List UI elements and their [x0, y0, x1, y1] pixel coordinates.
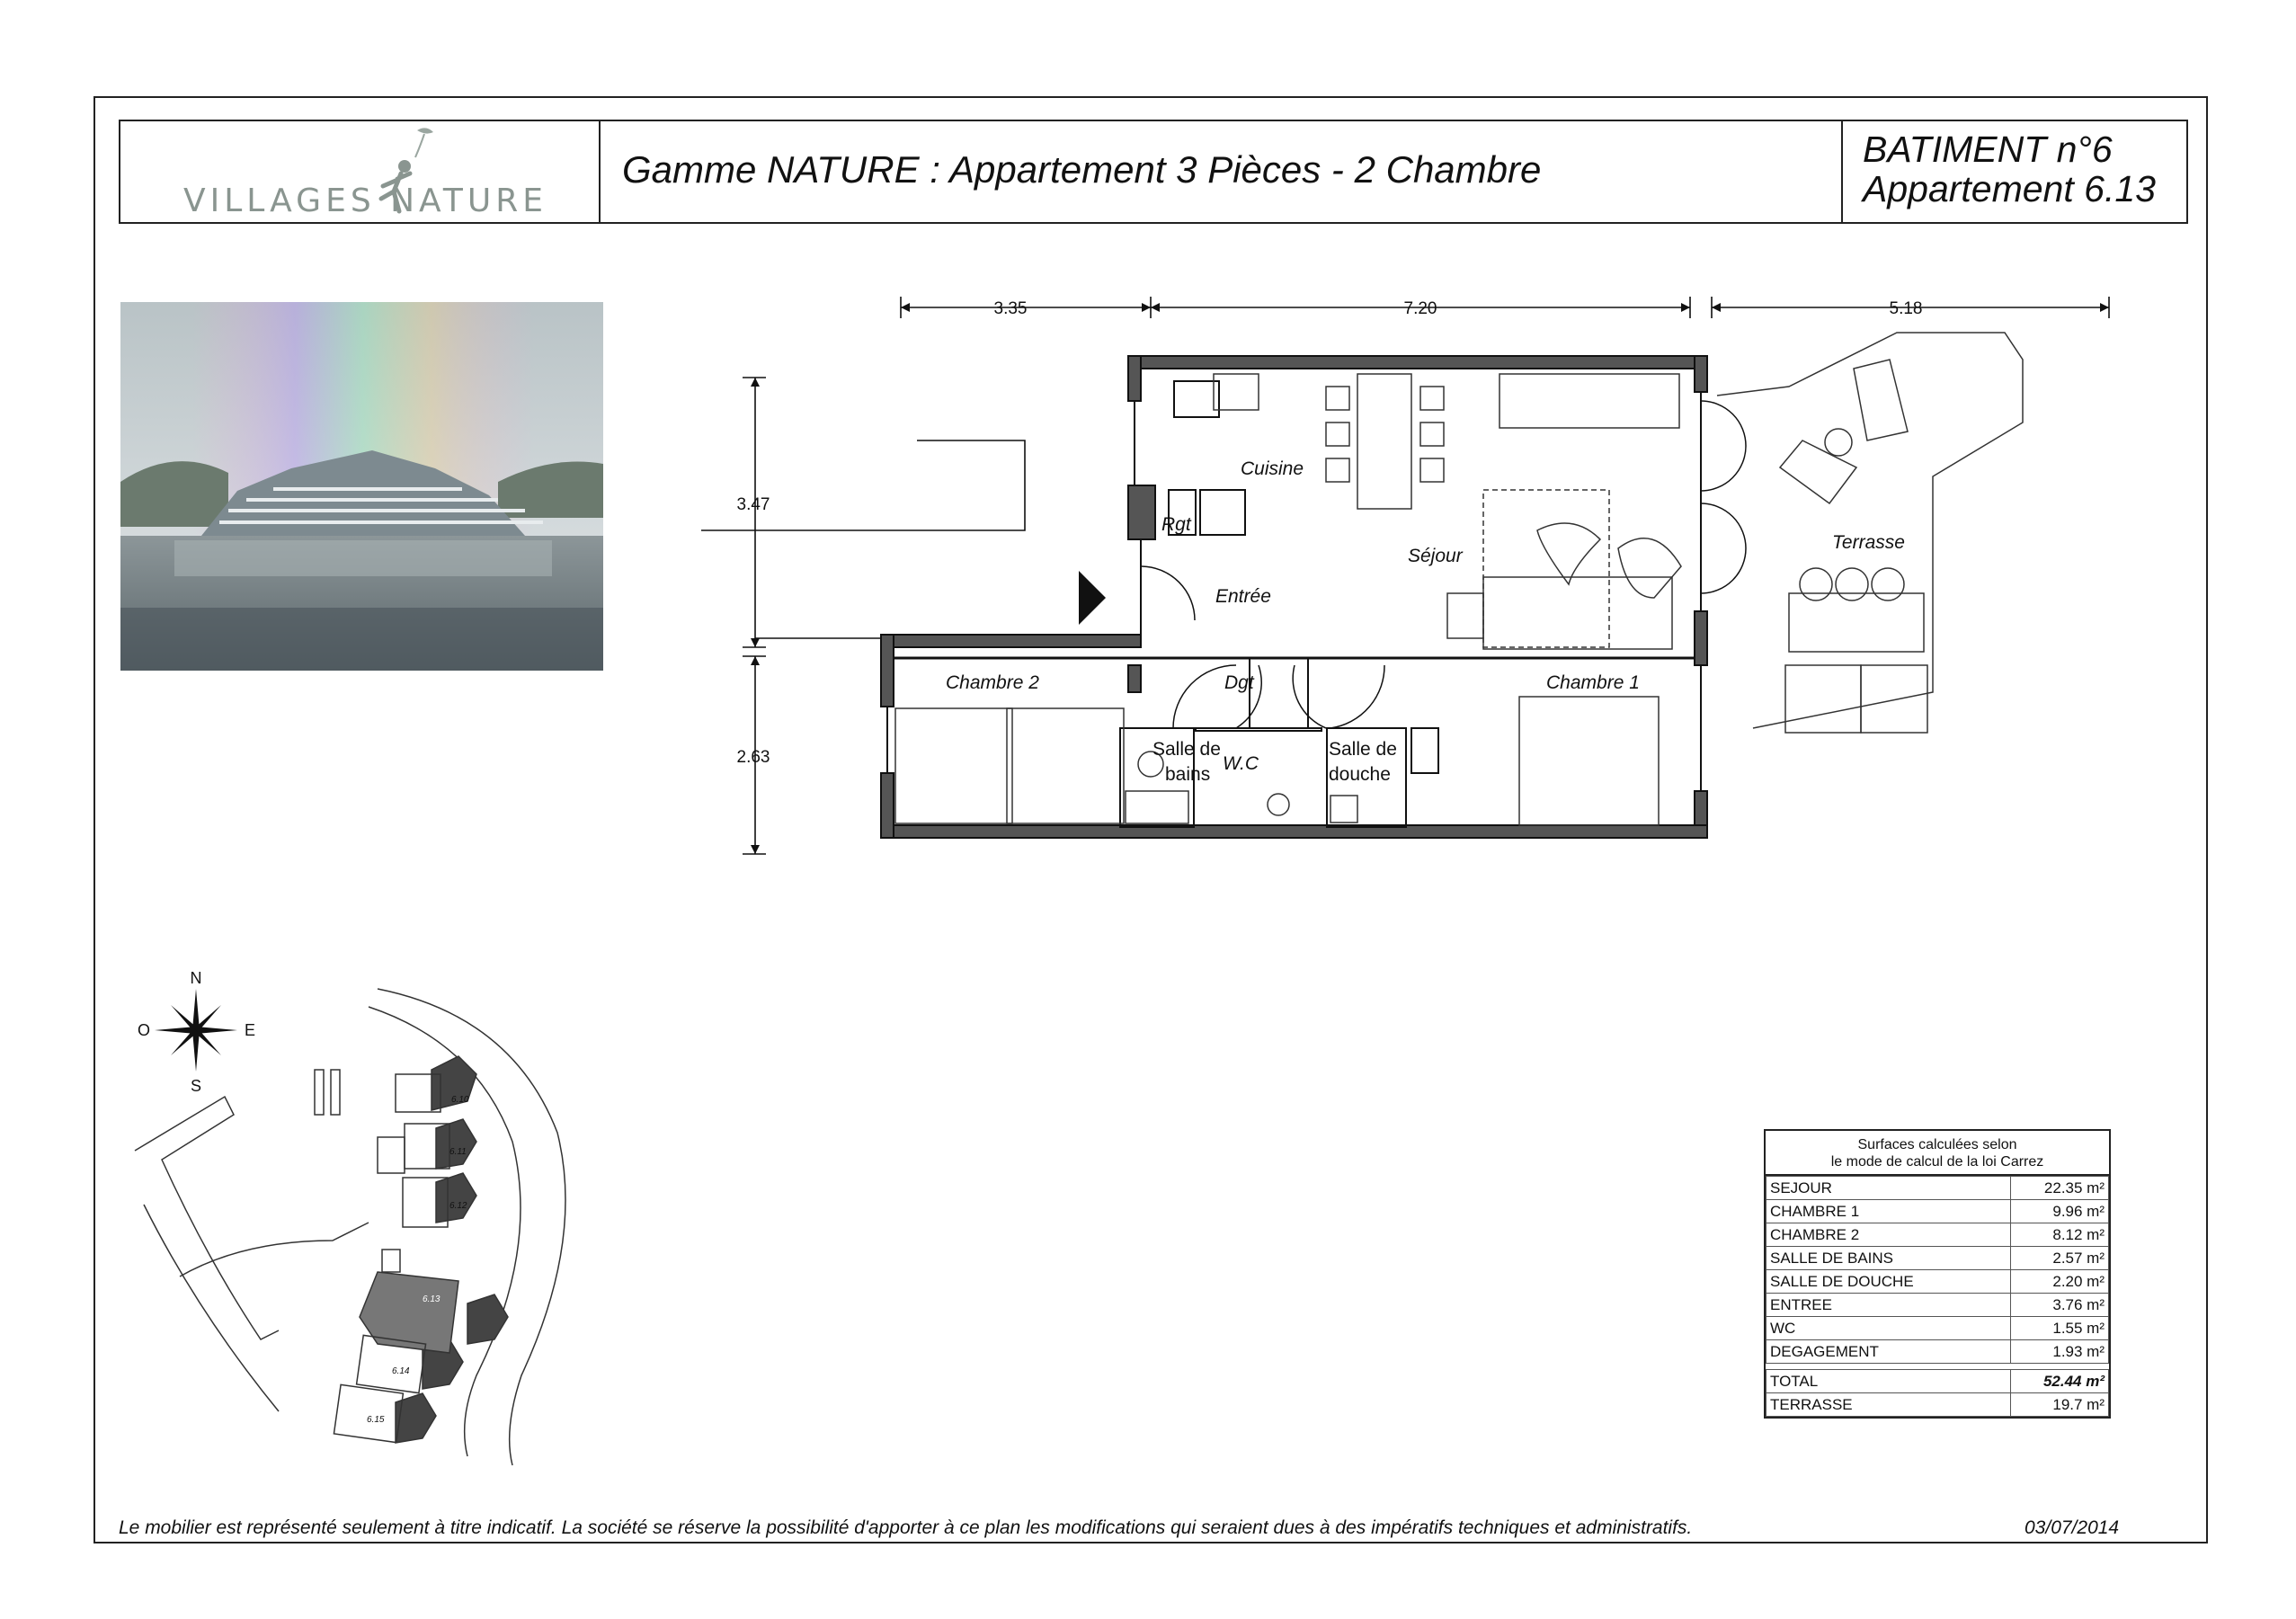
- site-unit-label: 6.15: [367, 1415, 385, 1425]
- terrasse-row: [1766, 1393, 2109, 1417]
- room-label-salle-de-bains: Salle de: [1152, 739, 1221, 760]
- site-unit-label: 6.11: [449, 1147, 467, 1157]
- dimension-label: 2.63: [736, 748, 770, 767]
- row-value: 2.57 m²: [2011, 1247, 2109, 1270]
- row-label: SALLE DE DOUCHE: [1766, 1270, 2011, 1294]
- disclaimer-note: Le mobilier est représenté seulement à titre indicatif. La société se réserve la possibilité d'apporter à ce plan les modifications qui seraient dues à des impératifs techniques et administratifs.: [119, 1517, 1693, 1538]
- table-row: [1766, 1294, 2109, 1317]
- room-label-dgt: Dgt: [1224, 672, 1254, 693]
- room-label-rgt: Rgt: [1161, 514, 1191, 535]
- row-label: ENTREE: [1766, 1294, 2011, 1317]
- room-label-chambre2: Chambre 2: [946, 672, 1039, 693]
- area-table: [1764, 1129, 2111, 1419]
- row-value: 3.76 m²: [2011, 1294, 2109, 1317]
- table-row: [1766, 1317, 2109, 1340]
- title-block: [119, 120, 2188, 224]
- row-value: 22.35 m²: [2011, 1177, 2109, 1200]
- site-unit-label: 6.14: [392, 1366, 410, 1376]
- header-divider: [599, 121, 601, 222]
- row-value: 8.12 m²: [2011, 1223, 2109, 1247]
- room-label-entree: Entrée: [1215, 586, 1271, 607]
- area-table-caption: [1766, 1131, 2109, 1176]
- row-value: 9.96 m²: [2011, 1200, 2109, 1223]
- table-row: [1766, 1340, 2109, 1364]
- apartment-label: Appartement 6.13: [1863, 168, 2156, 209]
- room-label-chambre1: Chambre 1: [1546, 672, 1640, 693]
- caption-line: le mode de calcul de la loi Carrez: [1830, 1154, 2044, 1170]
- total-row: [1766, 1370, 2109, 1393]
- room-label-salle-de-douche: Salle de: [1329, 739, 1397, 760]
- room-label-sejour: Séjour: [1408, 546, 1463, 566]
- compass-e: E: [244, 1021, 256, 1039]
- floor-plan: [701, 288, 2158, 899]
- room-label-wc: W.C: [1223, 753, 1259, 774]
- row-label: SEJOUR: [1766, 1177, 2011, 1200]
- compass-o: O: [137, 1021, 151, 1039]
- row-value: 1.55 m²: [2011, 1317, 2109, 1340]
- row-value: 2.20 m²: [2011, 1270, 2109, 1294]
- terrasse-label: TERRASSE: [1766, 1393, 2011, 1417]
- dimension-label: 3.47: [736, 495, 770, 514]
- row-label: DEGAGEMENT: [1766, 1340, 2011, 1364]
- table-row: [1766, 1270, 2109, 1294]
- room-label-salle-de-douche: douche: [1329, 764, 1391, 785]
- site-plan: [126, 980, 611, 1483]
- page-title: Gamme NATURE : Appartement 3 Pièces - 2 Chambre: [622, 148, 1542, 191]
- compass-n: N: [190, 969, 202, 987]
- row-label: WC: [1766, 1317, 2011, 1340]
- site-unit-label: 6.13: [423, 1294, 441, 1304]
- row-value: 1.93 m²: [2011, 1340, 2109, 1364]
- room-label-terrasse: Terrasse: [1832, 532, 1905, 553]
- logo-text: VILLAGES NATURE: [183, 182, 547, 219]
- compass-s: S: [190, 1077, 202, 1095]
- table-row: [1766, 1223, 2109, 1247]
- room-label-salle-de-bains: bains: [1165, 764, 1211, 785]
- dimension-label: 7.20: [1403, 299, 1437, 318]
- header-divider: [1841, 121, 1843, 222]
- dimension-label: 5.18: [1889, 299, 1923, 318]
- row-label: CHAMBRE 2: [1766, 1223, 2011, 1247]
- building-rendering-image: [120, 302, 603, 671]
- table-row: [1766, 1247, 2109, 1270]
- total-value: 52.44 m²: [2011, 1370, 2109, 1393]
- caption-line: Surfaces calculées selon: [1857, 1137, 2017, 1152]
- terrasse-value: 19.7 m²: [2011, 1393, 2109, 1417]
- row-label: CHAMBRE 1: [1766, 1200, 2011, 1223]
- site-unit-label: 6.12: [449, 1201, 467, 1211]
- row-label: SALLE DE BAINS: [1766, 1247, 2011, 1270]
- document-date: 03/07/2014: [2025, 1517, 2120, 1538]
- total-label: TOTAL: [1766, 1370, 2011, 1393]
- site-unit-label: 6.10: [451, 1095, 469, 1105]
- room-label-cuisine: Cuisine: [1241, 458, 1304, 479]
- dimension-label: 3.35: [993, 299, 1028, 318]
- table-row: [1766, 1200, 2109, 1223]
- building-label: BATIMENT n°6: [1863, 129, 2113, 170]
- table-row: [1766, 1177, 2109, 1200]
- table-spacer: [1766, 1364, 2109, 1370]
